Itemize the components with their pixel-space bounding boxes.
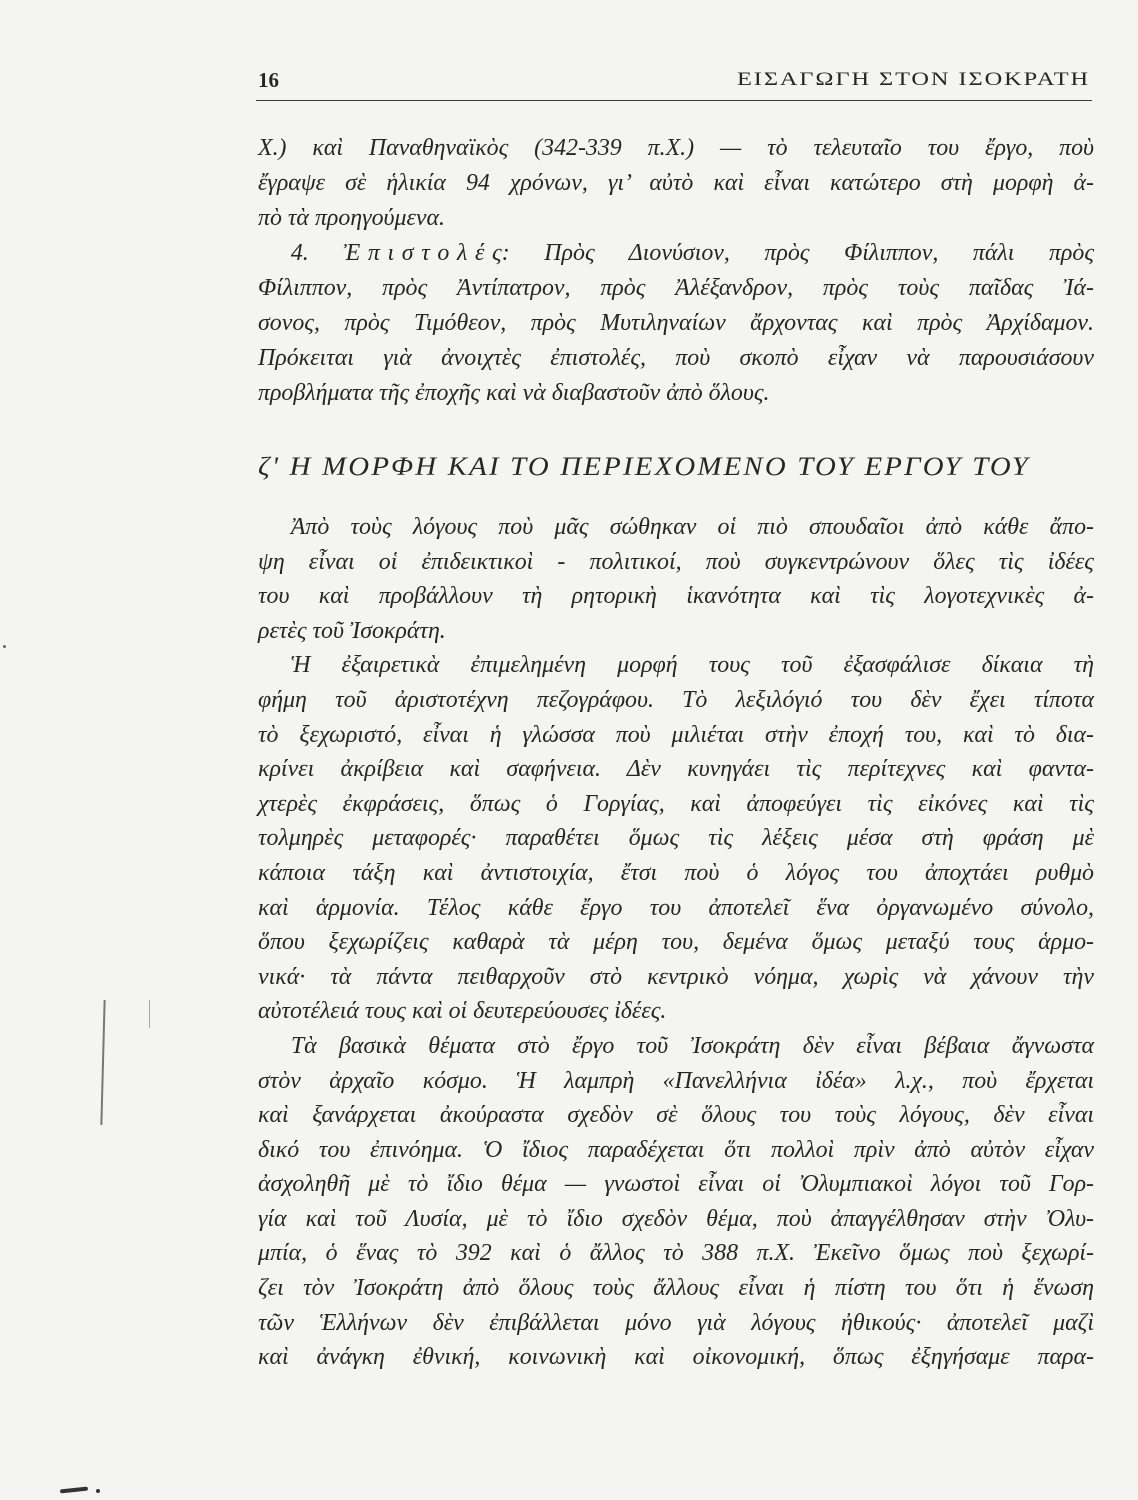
page-number: 16 [258, 68, 279, 92]
text-line: προβλήματα τῆς ἐποχῆς καὶ νὰ διαβαστοῦν ἀπὸ ὅλους. [258, 380, 770, 406]
item-number: 4. [290, 240, 309, 266]
text-line: φήμη τοῦ ἀριστοτέχνη πεζογράφου. Τὸ λεξιλόγιό του δὲν ἔχει τίποτα [258, 686, 1095, 713]
text-line: Τὰ βασικὰ θέματα στὸ ἔργο τοῦ Ἰσοκράτη δὲν εἶναι βέβαια ἄγνωστα [290, 1032, 1095, 1059]
text-line: δικό του ἐπινόημα. Ὁ ἴδιος παραδέχεται ὅτι πολλοὶ πρὶν ἀπὸ αὐτὸν εἶχαν [258, 1136, 1095, 1163]
text-line: γία καὶ τοῦ Λυσία, μὲ τὸ ἴδιο σχεδὸν θέμα, ποὺ ἀπαγγέλθησαν στὴν Ὀλυ- [258, 1205, 1095, 1232]
running-head [0, 0, 1138, 110]
text-line: Ἡ ἐξαιρετικὰ ἐπιμελημένη μορφή τους τοῦ ἐξασφάλισε δίκαια τὴ [290, 652, 1095, 679]
text-line: καὶ ἁρμονία. Τέλος κάθε ἔργο του ἀποτελεῖ ἕνα ὀργανωμένο σύνολο, [258, 894, 1095, 921]
text-line: κάποια τάξη καὶ ἀντιστοιχία, ἔτσι ποὺ ὁ λόγος του ἀποχτάει ρυθμὸ [258, 859, 1095, 886]
text-line: ἔγραψε σὲ ἡλικία 94 χρόνων, γι’ αὐτὸ καὶ εἶναι κατώτερο στὴ μορφὴ ἀ- [258, 170, 1095, 196]
text-line: μπία, ὁ ἕνας τὸ 392 καὶ ὁ ἄλλος τὸ 388 π.Χ. Ἐκεῖνο ὅμως ποὺ ξεχωρί- [258, 1240, 1095, 1267]
text-line: ἀσχοληθῆ μὲ τὸ ἴδιο θέμα — γνωστοὶ εἶναι οἱ Ὀλυμπιακοὶ λόγοι τοῦ Γορ- [258, 1171, 1095, 1198]
text-line: ὅπου ξεχωρίζεις καθαρὰ τὰ μέρη του, δεμένα ὅμως μεταξύ τους ἁρμο- [258, 929, 1095, 956]
text-line: καὶ ἀνάγκη ἐθνική, κοινωνικὴ καὶ οἰκονομική, ὅπως ἐξηγήσαμε παρα- [258, 1344, 1095, 1371]
intro-block [258, 131, 1094, 411]
text-line: του καὶ προβάλλουν τὴ ρητορικὴ ἱκανότητα καὶ τὶς λογοτεχνικὲς ἀ- [258, 583, 1095, 610]
letters-item-line [258, 236, 1094, 271]
text-line: τολμηρὲς μεταφορές· παραθέτει ὅμως τὶς λέξεις μέσα στὴ φράση μὲ [258, 825, 1095, 852]
text-line: ρετὲς τοῦ Ἰσοκράτη. [258, 617, 446, 644]
paragraph [258, 510, 1094, 648]
header-rule [256, 100, 1092, 101]
text-line: σονος, πρὸς Τιμόθεον, πρὸς Μυτιληναίων ἄρχοντας καὶ πρὸς Ἀρχίδαμον. [258, 310, 1095, 336]
text-line: Πρόκειται γιὰ ἀνοιχτὲς ἐπιστολές, ποὺ σκοπὸ εἶχαν νὰ παρουσιάσουν [258, 345, 1095, 371]
paragraph [258, 648, 1094, 1029]
text-line: Ἀπὸ τοὺς λόγους ποὺ μᾶς σώθηκαν οἱ πιὸ σπουδαῖοι ἀπὸ κάθε ἄπο- [290, 514, 1095, 540]
section-body [258, 510, 1094, 1375]
text-line: χτερὲς ἐκφράσεις, ὅπως ὁ Γοργίας, καὶ ἀποφεύγει τὶς εἰκόνες καὶ τὶς [258, 790, 1095, 817]
text-line: Φίλιππον, πρὸς Ἀντίπατρον, πρὸς Ἀλέξανδρον, πρὸς τοὺς παῖδας Ἰά- [258, 275, 1095, 301]
text-line: νικά· τὰ πάντα πειθαρχοῦν στὸ κεντρικὸ νόημα, χωρὶς νὰ χάνουν τὴν [258, 963, 1095, 990]
text-line: αὐτοτέλειά τους καὶ οἱ δευτερεύουσες ἰδέες. [258, 998, 667, 1025]
scan-mark-dot [96, 1489, 100, 1493]
paragraph [258, 1029, 1094, 1375]
scan-mark-stroke [60, 1487, 88, 1494]
running-title: ΕΙΣΑΓΩΓΗ ΣΤΟΝ ΙΣΟΚΡΑΤΗ [737, 69, 1090, 90]
scan-mark-dot [3, 645, 6, 648]
text-line: Χ.) καὶ Παναθηναϊκὸς (342-339 π.Χ.) — τὸ τελευταῖο του ἔργο, ποὺ [258, 135, 1095, 161]
text-line: κρίνει ἀκρίβεια καὶ σαφήνεια. Δὲν κυνηγάει τὶς περίτεχνες καὶ φαντα- [258, 756, 1095, 783]
text-line: ζει τὸν Ἰσοκράτη ἀπὸ ὅλους τοὺς ἄλλους εἶναι ἡ πίστη του ὅτι ἡ ἕνωση [258, 1275, 1095, 1302]
scan-mark-short-line [149, 1000, 150, 1028]
text-line: πὸ τὰ προηγούμενα. [258, 205, 445, 231]
scan-mark-vertical-line [100, 1000, 105, 1125]
text-line: στὸν ἀρχαῖο κόσμο. Ἡ λαμπρὴ «Πανελλήνια ἰδέα» λ.χ., ποὺ ἔρχεται [258, 1067, 1095, 1094]
item-text: : Πρὸς Διονύσιον, πρὸς Φίλιππον, πάλι πρὸς [501, 240, 1095, 266]
item-label: Ἐπιστολές [343, 240, 510, 266]
section-heading: ζ' Η ΜΟΡΦΗ ΚΑΙ ΤΟ ΠΕΡΙΕΧΟΜΕΝΟ ΤΟΥ ΕΡΓΟΥ ΤΟΥ [258, 452, 1030, 481]
text-line: τῶν Ἑλλήνων δὲν ἐπιβάλλεται μόνο γιὰ λόγους ἠθικούς· ἀποτελεῖ μαζὶ [258, 1309, 1095, 1336]
text-line: τὸ ξεχωριστό, εἶναι ἡ γλώσσα ποὺ μιλιέται στὴν ἐποχή του, καὶ τὸ δια- [258, 721, 1095, 748]
text-line: καὶ ξανάρχεται ἀκούραστα σχεδὸν σὲ ὅλους του τοὺς λόγους, δὲν εἶναι [258, 1102, 1095, 1129]
text-line: ψη εἶναι οἱ ἐπιδεικτικοὶ - πολιτικοί, ποὺ συγκεντρώνουν ὅλες τὶς ἰδέες [258, 548, 1095, 575]
